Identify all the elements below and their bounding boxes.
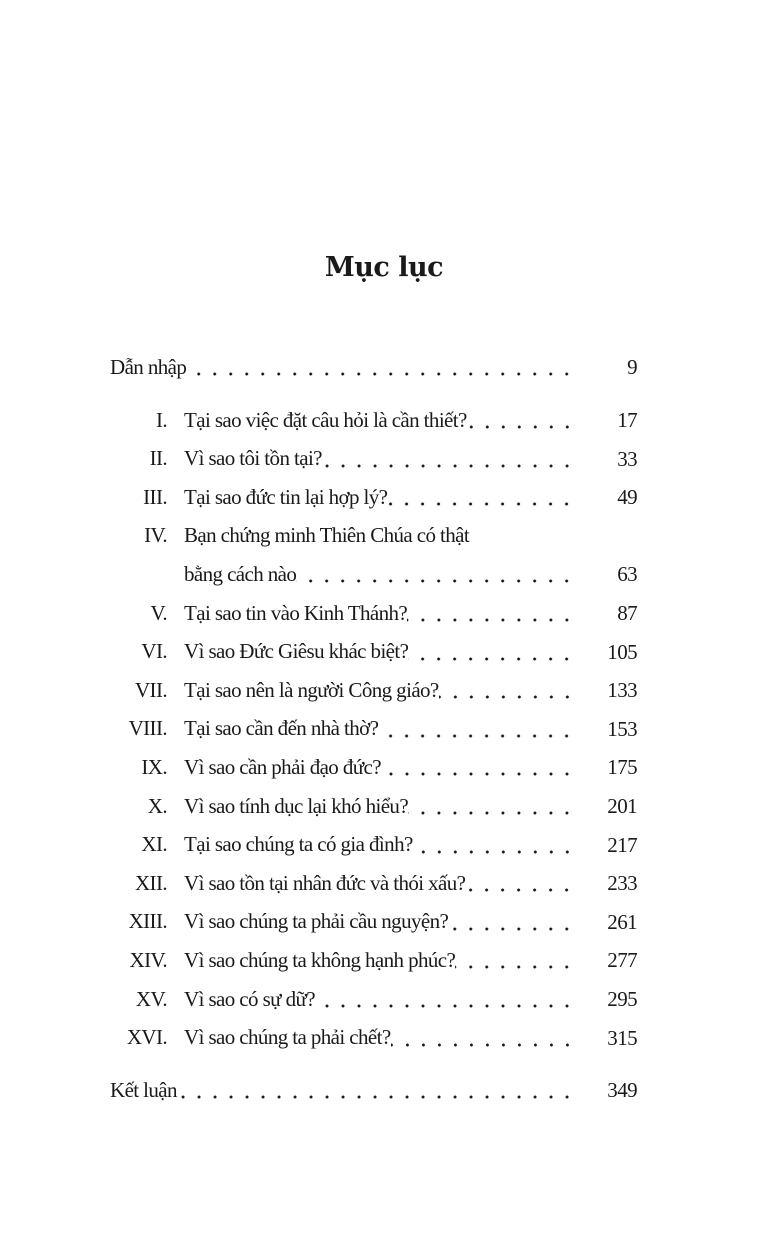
entry-title: Vì sao chúng ta phải cầu nguyện?: [184, 909, 449, 934]
page-number: 153: [607, 716, 637, 741]
chapter-number: III.: [143, 484, 167, 509]
chapter-number: XI.: [141, 832, 167, 857]
dot-leader: [413, 826, 575, 864]
page-number: 233: [607, 871, 637, 896]
entry-title: Tại sao cần đến nhà thờ?: [184, 716, 379, 741]
entry-title: Tại sao chúng ta có gia đình?: [184, 832, 413, 857]
toc-entry-intro[interactable]: [110, 348, 637, 386]
toc-entry-conclusion[interactable]: [110, 1071, 637, 1109]
entry-title: Tại sao đức tin lại hợp lý?: [184, 484, 388, 509]
chapter-number: XV.: [135, 986, 167, 1011]
toc-entry-chapter[interactable]: [110, 440, 637, 478]
chapter-number: IX.: [141, 754, 167, 779]
toc-entry-chapter[interactable]: [110, 903, 637, 941]
toc-entry-chapter[interactable]: [110, 517, 637, 555]
toc-entry-chapter[interactable]: [110, 633, 637, 671]
chapter-number: I.: [155, 407, 167, 432]
toc-entry-chapter[interactable]: [110, 787, 637, 825]
toc-entry-chapter[interactable]: [110, 401, 637, 439]
chapter-number: II.: [149, 446, 167, 471]
toc-entry-chapter[interactable]: [110, 478, 637, 516]
entry-title: Vì sao Đức Giêsu khác biệt?: [184, 639, 409, 664]
dot-leader: [381, 748, 575, 786]
entry-title: Vì sao tôi tồn tại?: [184, 446, 322, 471]
dot-leader: [408, 787, 575, 825]
dot-leader: [408, 633, 575, 671]
dot-leader: [391, 1019, 575, 1057]
dot-leader: [439, 671, 575, 709]
chapter-number: V.: [150, 600, 167, 625]
entry-title: Vì sao chúng ta không hạnh phúc?: [184, 947, 456, 972]
toc-entry-chapter[interactable]: [110, 1019, 637, 1057]
page-number: 217: [607, 832, 637, 857]
entry-title: Tại sao việc đặt câu hỏi là cần thiết?: [184, 407, 467, 432]
page-number: 63: [617, 562, 637, 587]
toc-entry-chapter[interactable]: [110, 864, 637, 902]
page-number: 105: [607, 639, 637, 664]
dot-leader: [407, 594, 575, 632]
page-number: 349: [607, 1078, 637, 1102]
toc-entry-chapter[interactable]: [110, 710, 637, 748]
dot-leader: [455, 941, 575, 979]
entry-title: Vì sao tính dục lại khó hiểu?: [184, 793, 409, 818]
dot-leader: [296, 555, 575, 593]
toc-entry-chapter[interactable]: [110, 980, 637, 1018]
dot-leader: [177, 1071, 575, 1109]
entry-title: Dẫn nhập: [110, 354, 187, 379]
chapter-number: IV.: [144, 523, 167, 548]
page-number: 49: [617, 485, 637, 510]
toc-entry-chapter-continued[interactable]: [110, 555, 637, 593]
toc-entry-chapter[interactable]: [110, 826, 637, 864]
page-number: 277: [607, 948, 637, 973]
chapter-number: VIII.: [128, 716, 167, 741]
page-number: 295: [607, 987, 637, 1011]
dot-leader: [448, 903, 575, 941]
entry-title: Tại sao tin vào Kinh Thánh?: [184, 600, 408, 625]
page-number: 9: [627, 355, 637, 379]
entry-title: Vì sao cần phải đạo đức?: [184, 754, 381, 779]
page-number: 261: [607, 909, 637, 934]
chapter-number: VI.: [141, 639, 167, 664]
entry-title: Kết luận: [110, 1077, 177, 1102]
page-number: 17: [617, 408, 637, 432]
entry-title: Vì sao có sự dữ?: [184, 986, 315, 1011]
toc-entry-chapter[interactable]: [110, 941, 637, 979]
dot-leader: [186, 348, 575, 386]
page-title: Mục lục: [324, 252, 444, 283]
entry-title: Vì sao chúng ta phải chết?: [184, 1025, 391, 1050]
dot-leader: [387, 478, 575, 516]
entry-title: Vì sao tồn tại nhân đức và thói xấu?: [184, 870, 466, 895]
page-number: 133: [607, 678, 637, 703]
dot-leader: [322, 440, 575, 478]
chapter-number: XII.: [134, 870, 167, 895]
toc-entry-chapter[interactable]: [110, 594, 637, 632]
chapter-number: XVI.: [126, 1025, 167, 1050]
page-number: 33: [617, 446, 637, 471]
chapter-number: XIII.: [128, 909, 167, 934]
dot-leader: [315, 980, 575, 1018]
page-number: 201: [607, 794, 637, 818]
dot-leader: [378, 710, 575, 748]
chapter-number: VII.: [134, 677, 167, 702]
page-number: 315: [607, 1025, 637, 1050]
entry-title: Bạn chứng minh Thiên Chúa có thật: [184, 523, 470, 548]
page-number: 175: [607, 755, 637, 780]
page-number: 87: [617, 601, 637, 625]
entry-title-continued: bằng cách nào: [184, 561, 297, 586]
chapter-number: X.: [147, 793, 167, 818]
dot-leader: [465, 864, 575, 902]
dot-leader: [467, 401, 575, 439]
toc-entry-chapter[interactable]: [110, 748, 637, 786]
entry-title: Tại sao nên là người Công giáo?: [184, 677, 439, 702]
chapter-number: XIV.: [129, 947, 167, 972]
toc-entry-chapter[interactable]: [110, 671, 637, 709]
